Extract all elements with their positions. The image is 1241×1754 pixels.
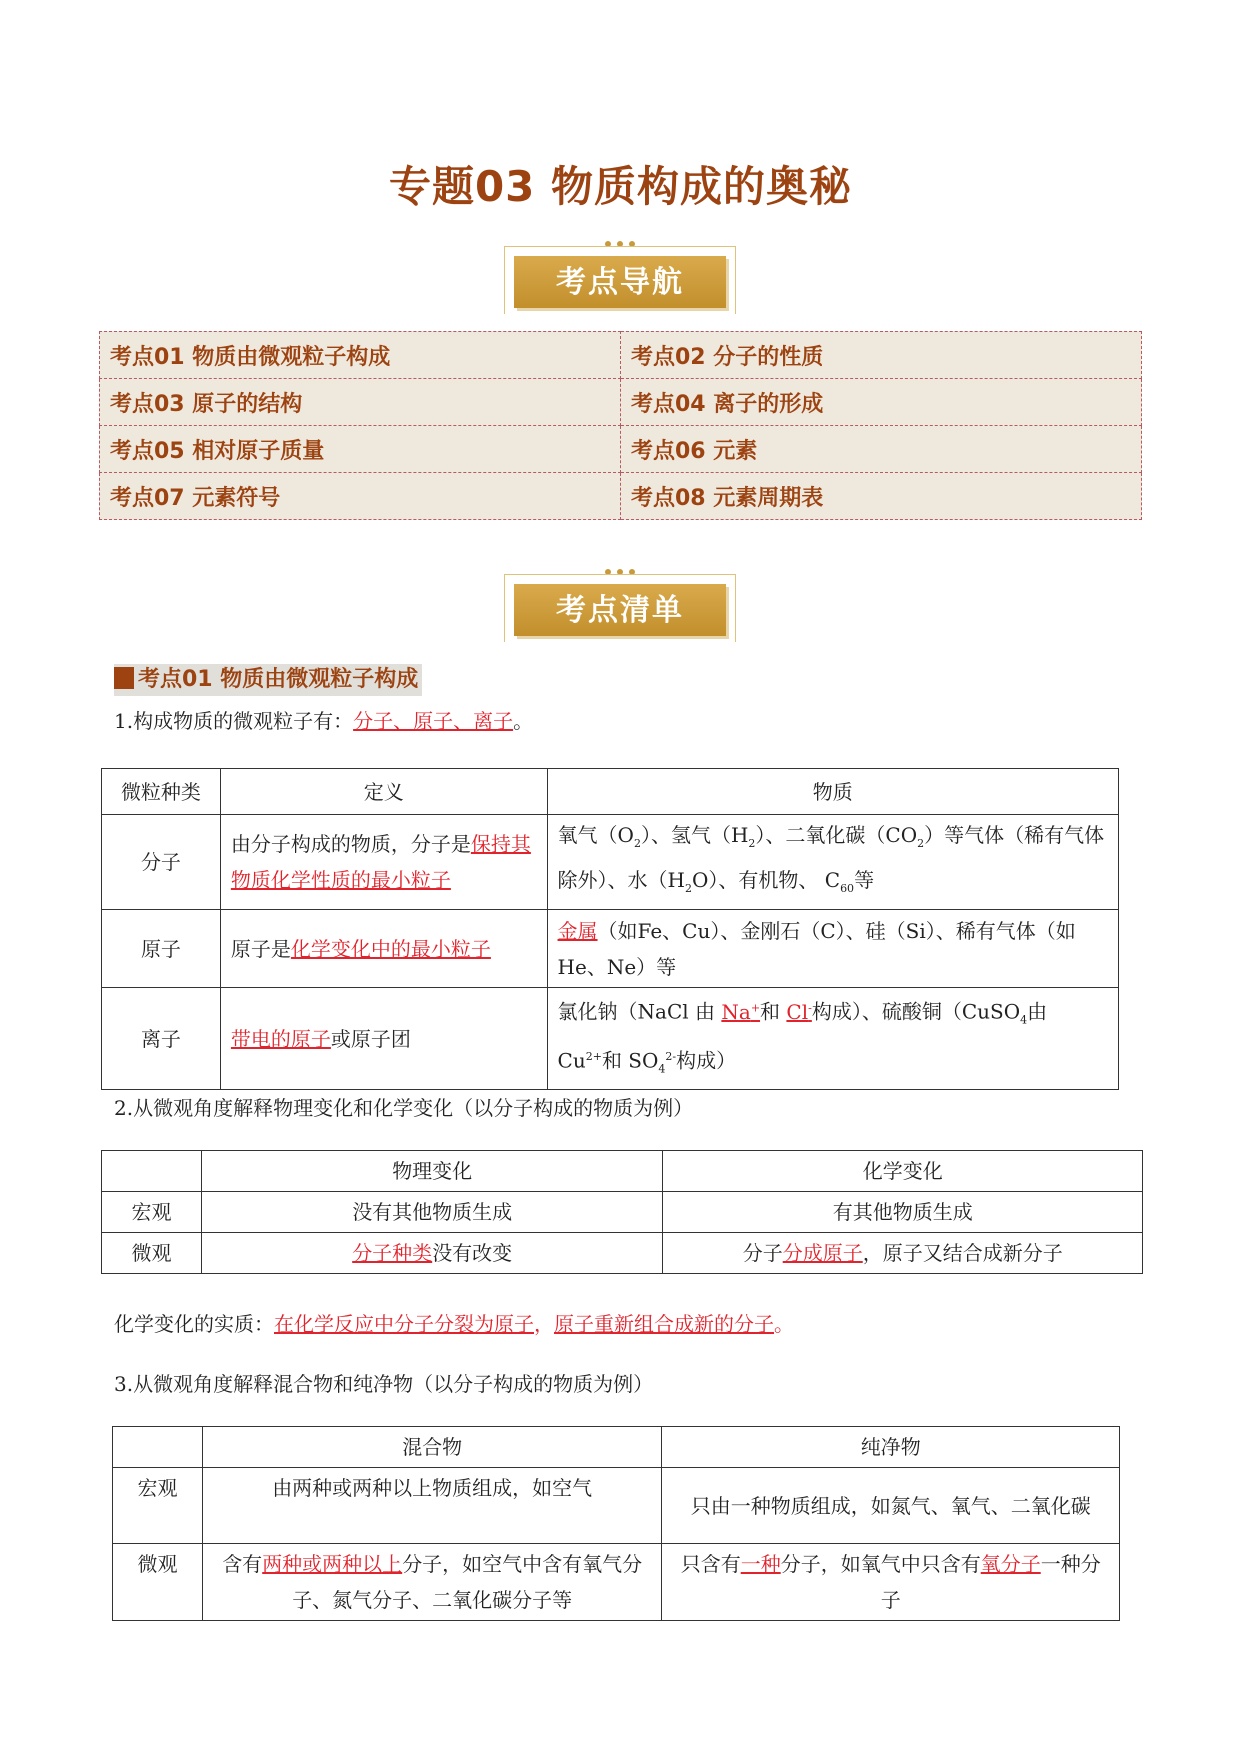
paragraph-2: 2.从微观角度解释物理变化和化学变化（以分子构成的物质为例） [114, 1096, 694, 1120]
table-header: 化学变化 [663, 1151, 1143, 1192]
nav-item-01[interactable]: 考点01 物质由微观粒子构成 [100, 332, 621, 379]
paragraph-1: 1.构成物质的微观粒子有：分子、原子、离子。 [114, 709, 534, 733]
badge-label: 考点清单 [514, 584, 726, 636]
badge-label: 考点导航 [514, 256, 726, 308]
particle-table [101, 768, 1119, 1090]
nav-item-06[interactable]: 考点06 元素 [621, 426, 1142, 473]
table-header: 混合物 [202, 1427, 662, 1468]
nav-item-05[interactable]: 考点05 相对原子质量 [100, 426, 621, 473]
nav-item-08[interactable]: 考点08 元素周期表 [621, 473, 1142, 520]
nav-item-02[interactable]: 考点02 分子的性质 [621, 332, 1142, 379]
table-row: 微观 含有两种或两种以上分子，如空气中含有氧气分子、氮气分子、二氧化碳分子等 只含有一种分子，如氧气中只含有氧分子一种分子 [113, 1544, 1120, 1621]
mixture-table [112, 1426, 1120, 1621]
badge-dots [504, 232, 736, 246]
table-row: 宏观 没有其他物质生成 有其他物质生成 [102, 1192, 1143, 1233]
table-header: 纯净物 [662, 1427, 1120, 1468]
topic-nav-table [99, 331, 1142, 520]
nav-item-07[interactable]: 考点07 元素符号 [100, 473, 621, 520]
nav-badge [504, 232, 736, 314]
nav-item-04[interactable]: 考点04 离子的形成 [621, 379, 1142, 426]
square-icon [114, 667, 134, 689]
table-row: 原子 原子是化学变化中的最小粒子 金属（如Fe、Cu）、金刚石（C）、硅（Si）、稀有气体（如He、Ne）等 [102, 910, 1119, 988]
paragraph-3: 化学变化的实质：在化学反应中分子分裂为原子，原子重新组合成新的分子。 [114, 1312, 794, 1336]
table-header: 物理变化 [201, 1151, 663, 1192]
change-table [101, 1150, 1143, 1274]
paragraph-4: 3.从微观角度解释混合物和纯净物（以分子构成的物质为例） [114, 1372, 654, 1396]
table-row: 宏观 由两种或两种以上物质组成，如空气 只由一种物质组成，如氮气、氧气、二氧化碳 [113, 1468, 1120, 1544]
nav-item-03[interactable]: 考点03 原子的结构 [100, 379, 621, 426]
table-row: 离子 带电的原子或原子团 氯化钠（NaCl 由 Na+和 Cl-构成）、硫酸铜（CuSO$_4$由 $Cu^{2+}$和 $SO_4^{2-}$构成） [102, 988, 1119, 1090]
table-header: 物质 [547, 769, 1118, 815]
page-title: 专题03 物质构成的奥秘 [388, 162, 853, 211]
list-badge [504, 560, 736, 642]
table-header: 微粒种类 [102, 769, 221, 815]
section-heading: 考点01 物质由微观粒子构成 [114, 664, 422, 696]
table-row: 分子 由分子构成的物质，分子是保持其物质化学性质的最小粒子 氧气$(O_2)$、氢气$(H_2)$、二氧化碳$(CO_2)$等气体（稀有气体除外）、水$(H_2O)$、有机物、 $C_{60}$等 [102, 815, 1119, 910]
table-row: 微观 分子种类没有改变 分子分成原子，原子又结合成新分子 [102, 1233, 1143, 1274]
table-header: 定义 [220, 769, 547, 815]
badge-dots [504, 560, 736, 574]
